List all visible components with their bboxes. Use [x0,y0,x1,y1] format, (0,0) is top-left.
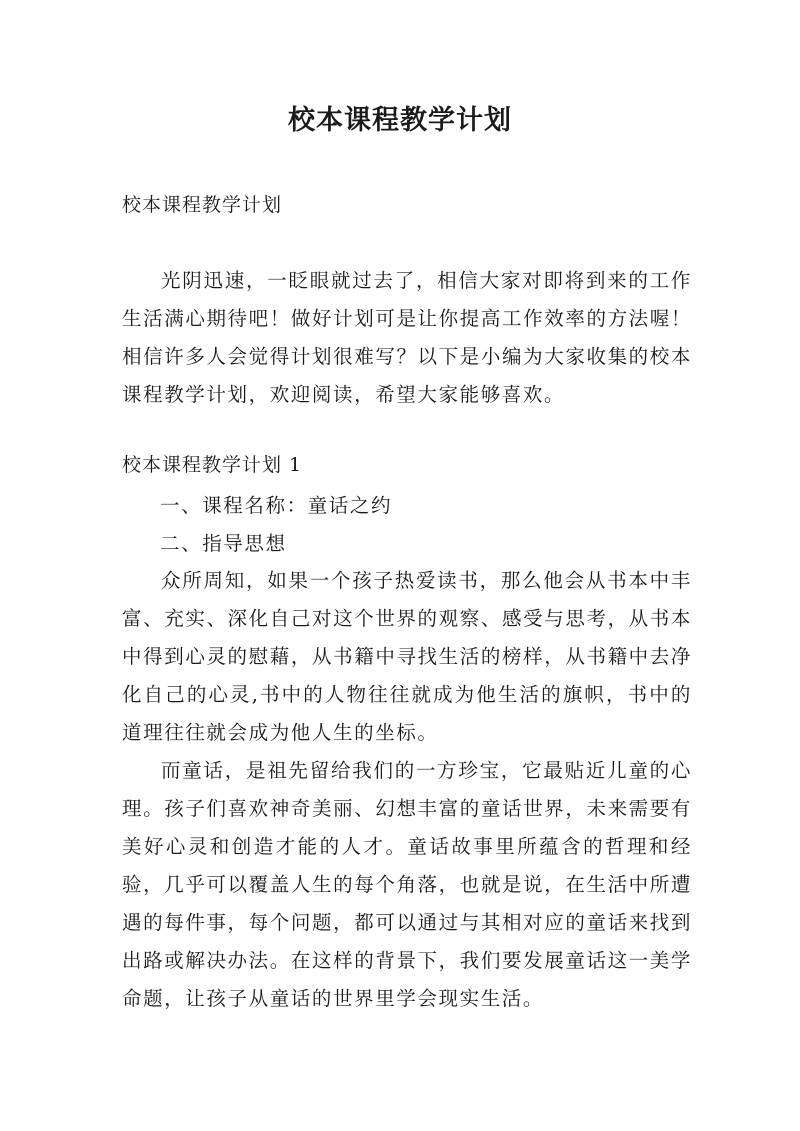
body-paragraph: 众所周知，如果一个孩子热爱读书，那么他会从书本中丰富、充实、深化自己对这个世界的观察、感受与思考，从书本中得到心灵的慰藉，从书籍中寻找生活的榜样，从书籍中去净化自己的心灵,书中的人物往往就成为他生活的旗帜，书中的道理往往就会成为他人生的坐标。 [122,569,692,744]
document-title: 校本课程教学计划 [288,105,512,136]
intro-paragraph: 光阴迅速，一眨眼就过去了，相信大家对即将到来的工作生活满心期待吧！做好计划可是让你提高工作效率的方法喔！相信许多人会觉得计划很难写？以下是小编为大家收集的校本课程教学计划，欢迎阅读，希望大家能够喜欢。 [122,269,692,406]
document-subtitle: 校本课程教学计划 [122,194,283,216]
section-heading: 校本课程教学计划 1 [122,454,303,476]
course-name-item: 一、课程名称：童话之约 [160,494,393,517]
guiding-thought-item: 二、指导思想 [160,532,287,555]
body-paragraph: 而童话，是祖先留给我们的一方珍宝，它最贴近儿童的心理。孩子们喜欢神奇美丽、幻想丰富的童话世界，未来需要有美好心灵和创造才能的人才。童话故事里所蕴含的哲理和经验，几乎可以覆盖人生的每个角落，也就是说，在生活中所遭遇的每件事，每个问题，都可以通过与其相对应的童话来找到出路或解决办法。在这样的背景下，我们要发展童话这一美学命题，让孩子从童话的世界里学会现实生活。 [122,759,692,1010]
